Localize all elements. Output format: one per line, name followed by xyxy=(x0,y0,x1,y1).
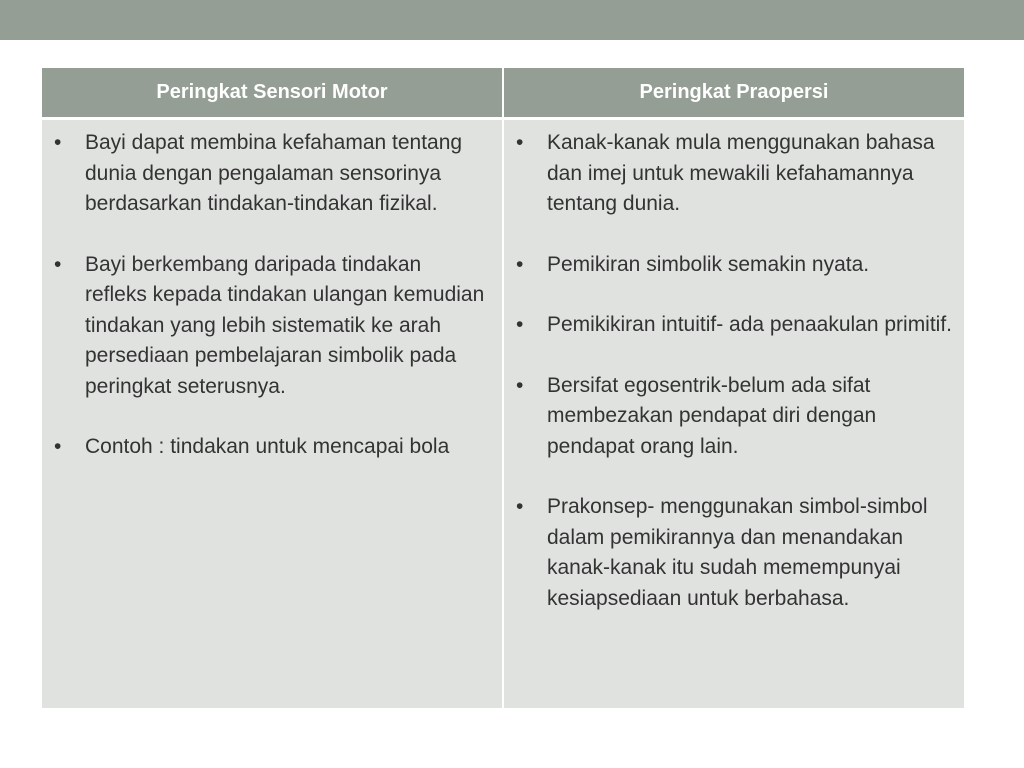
bullet-icon: • xyxy=(516,252,524,276)
table-header-row xyxy=(42,68,964,119)
list-item xyxy=(504,310,956,341)
list-item-text: Kanak-kanak mula menggunakan bahasa dan imej untuk mewakili kefahamannya tentang dunia. xyxy=(547,131,935,215)
list-item xyxy=(504,250,956,281)
list-item-text: Bayi dapat membina kefahaman tentang dunia dengan pengalaman sensorinya berdasarkan tindakan-tindakan fizikal. xyxy=(85,131,463,215)
list-item-text: Bersifat egosentrik-belum ada sifat membezakan pendapat diri dengan pendapat orang lain. xyxy=(547,373,877,458)
top-accent-bar xyxy=(0,0,1024,40)
bullet-icon: • xyxy=(516,313,524,336)
bullet-icon: • xyxy=(54,435,62,458)
list-item-text: Pemikiran simbolik semakin nyata. xyxy=(547,252,870,276)
list-item xyxy=(42,432,488,463)
list-item-text: Contoh : tindakan untuk mencapai bola xyxy=(85,435,450,458)
table-body-row xyxy=(42,119,964,709)
list-item-text: Bayi berkembang daripada tindakan refleks kepada tindakan ulangan kemudian tindakan yang lebih sistematik ke arah persediaan pembelajaran simbolik pada peringkat seterusnya. xyxy=(85,252,485,398)
header-praopersi: Peringkat Praopersi xyxy=(503,68,964,119)
praopersi-cell xyxy=(503,119,964,709)
list-item xyxy=(42,128,488,220)
sensori-motor-list xyxy=(42,120,502,463)
bullet-icon: • xyxy=(54,131,62,154)
sensori-motor-cell xyxy=(42,119,503,709)
list-item-text: Prakonsep- menggunakan simbol-simbol dalam pemikirannya dan menandakan kanak-kanak itu sudah memempunyai kesiapsediaan untuk berbahasa. xyxy=(547,495,928,610)
bullet-icon: • xyxy=(516,373,524,397)
bullet-icon: • xyxy=(516,131,524,154)
comparison-table xyxy=(42,68,964,708)
praopersi-list xyxy=(504,120,964,614)
list-item xyxy=(504,128,956,220)
list-item xyxy=(504,371,956,463)
bullet-icon: • xyxy=(516,495,524,518)
bullet-icon: • xyxy=(54,252,62,276)
list-item xyxy=(504,492,956,614)
list-item-text: Pemikikiran intuitif- ada penaakulan primitif. xyxy=(547,313,953,336)
header-sensori-motor: Peringkat Sensori Motor xyxy=(42,68,503,119)
list-item xyxy=(42,250,488,403)
